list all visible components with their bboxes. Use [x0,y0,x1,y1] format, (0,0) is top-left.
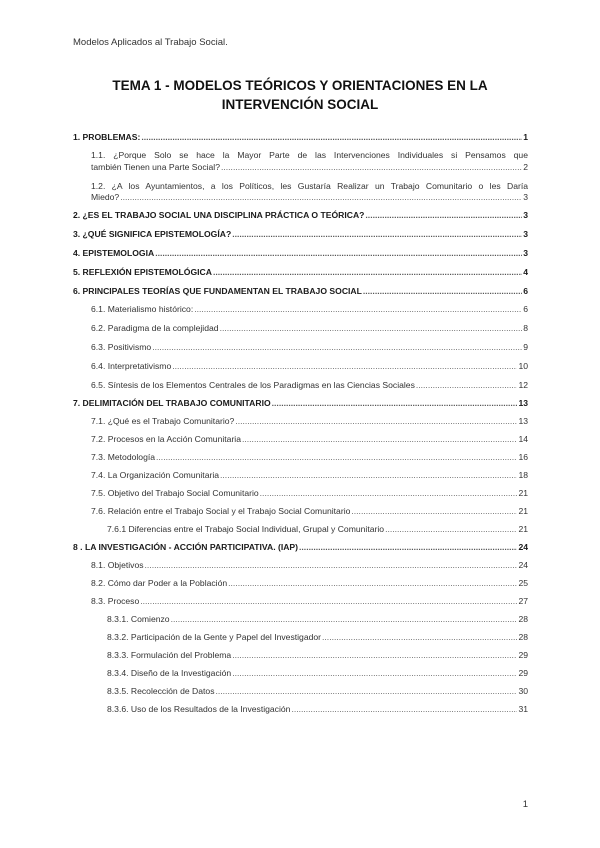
toc-leader [322,632,517,643]
toc-entry[interactable] [73,180,528,204]
chapter-title-line1: TEMA 1 - MODELOS TEÓRICOS Y ORIENTACIONES EN LA [112,78,488,93]
toc-entry-text: 7.1. ¿Qué es el Trabajo Comunitario? [91,416,235,426]
toc-entry-text: 8.3.5. Recolección de Datos [107,686,215,696]
toc-leader [152,342,522,353]
toc-entry-page: 3 [523,229,528,239]
toc-entry[interactable] [73,361,528,372]
toc-entry[interactable] [73,542,528,553]
toc-entry-page: 24 [518,560,528,570]
toc-leader [220,323,523,334]
toc-entry[interactable] [73,452,528,463]
toc-entry[interactable] [73,650,528,661]
toc-entry-text: 6.1. Materialismo histórico: [91,304,194,314]
toc-entry[interactable] [73,342,528,353]
toc-entry[interactable] [73,149,528,173]
toc-entry-text: 3. ¿QUÉ SIGNIFICA EPISTEMOLOGÍA? [73,229,232,239]
toc-leader [385,524,517,535]
toc-entry-page: 6 [523,286,528,296]
toc-entry-page: 8 [523,323,528,333]
toc-entry[interactable] [73,398,528,409]
toc-entry[interactable] [73,524,528,535]
toc-leader [216,686,518,697]
toc-leader [156,452,517,463]
toc-entry[interactable] [73,578,528,589]
toc-entry-page: 27 [518,596,528,606]
toc-entry-page: 30 [518,686,528,696]
toc-entry-page: 1 [523,132,528,142]
toc-entry[interactable] [73,488,528,499]
toc-entry-text: 7.2. Procesos en la Acción Comunitaria [91,434,241,444]
toc-entry-text: 6.4. Interpretativismo [91,361,172,371]
toc-leader [365,210,522,221]
toc-entry-page: 3 [523,248,528,258]
toc-leader [172,361,517,372]
toc-leader [260,488,518,499]
toc-entry-text: 7. DELIMITACIÓN DEL TRABAJO COMUNITARIO [73,398,271,408]
toc-entry-text: 2. ¿ES EL TRABAJO SOCIAL UNA DISCIPLINA PRÁCTICA O TEÓRICA? [73,210,365,220]
toc-entry-text-cont: también Tienen una Parte Social? [91,161,220,172]
toc-entry-page: 21 [518,506,528,516]
toc-entry-page: 6 [523,304,528,314]
toc-leader [299,542,517,553]
toc-leader [232,650,517,661]
toc-entry-page: 28 [518,614,528,624]
toc-entry-page: 25 [518,578,528,588]
toc-entry-text: 6.2. Paradigma de la complejidad [91,323,219,333]
toc-leader [242,434,517,445]
toc-entry-text: 1. PROBLEMAS: [73,132,141,142]
toc-entry[interactable] [73,229,528,240]
toc-entry[interactable] [73,596,528,607]
toc-entry[interactable] [73,704,528,715]
toc-entry-page: 29 [518,668,528,678]
toc-entry-page: 21 [518,524,528,534]
toc-entry-page: 12 [518,380,528,390]
toc-entry-text: 4. EPISTEMOLOGIA [73,248,155,258]
toc-entry-text: 7.4. La Organización Comunitaria [91,470,220,480]
toc-entry[interactable] [73,560,528,571]
toc-entry[interactable] [73,632,528,643]
toc-entry[interactable] [73,668,528,679]
toc-entry-page: 21 [518,488,528,498]
toc-entry-page: 14 [518,434,528,444]
toc-leader [232,229,522,240]
toc-entry-page: 16 [518,452,528,462]
toc-entry[interactable] [73,434,528,445]
toc-leader [120,192,522,203]
toc-leader [228,578,517,589]
toc-entry[interactable] [73,506,528,517]
toc-leader [232,668,517,679]
toc-leader [363,286,522,297]
toc-entry-text: 8 . LA INVESTIGACIÓN - ACCIÓN PARTICIPATIVA. (IAP) [73,542,299,552]
toc-entry-text: 7.6. Relación entre el Trabajo Social y el Trabajo Social Comunitario [91,506,351,516]
toc-entry-text: 8.3.2. Participación de la Gente y Papel del Investigador [107,632,322,642]
toc-leader [272,398,518,409]
toc-entry[interactable] [73,686,528,697]
toc-entry-text: 8.2. Cómo dar Poder a la Población [91,578,228,588]
toc-entry[interactable] [73,470,528,481]
toc-entry-text: 5. REFLEXIÓN EPISTEMOLÓGICA [73,267,212,277]
toc-entry-page: 13 [518,398,528,408]
toc-entry[interactable] [73,248,528,259]
toc-leader [221,162,522,173]
toc-entry-text: 8.3.4. Diseño de la Investigación [107,668,232,678]
toc-entry-page: 18 [518,470,528,480]
toc-entry-text: 6. PRINCIPALES TEORÍAS QUE FUNDAMENTAN EL TRABAJO SOCIAL [73,286,362,296]
toc-entry-page: 29 [518,650,528,660]
toc-entry-page: 3 [523,210,528,220]
toc-entry-page: 24 [518,542,528,552]
toc-leader [220,470,517,481]
chapter-title [80,76,520,114]
toc-leader [155,248,522,259]
toc-entry-text: 8.3.1. Comienzo [107,614,170,624]
toc-entry-page: 28 [518,632,528,642]
toc-entry[interactable] [73,304,528,315]
toc-leader [141,132,522,143]
toc-entry[interactable] [73,323,528,334]
toc-entry-text: 7.6.1 Diferencias entre el Trabajo Social Individual, Grupal y Comunitario [107,524,385,534]
toc-entry-page: 4 [523,267,528,277]
toc-entry[interactable] [73,416,528,427]
toc-entry-page: 2 [523,161,528,172]
toc-entry-text: 8.1. Objetivos [91,560,144,570]
toc-entry-page: 3 [523,192,528,202]
toc-leader [213,267,522,278]
toc-entry-text: 8.3.3. Formulación del Problema [107,650,232,660]
toc-entry-page: 31 [518,704,528,714]
toc-entry[interactable] [73,286,528,297]
toc-leader [235,416,517,427]
toc-leader [194,304,522,315]
toc-leader [351,506,517,517]
toc-leader [171,614,518,625]
toc-leader [416,380,518,391]
toc-leader [291,704,517,715]
toc-entry-text: 1.1. ¿Porque Solo se hace la Mayor Parte de las Intervenciones Individuales si Pensamos que [91,150,528,160]
toc-entry[interactable] [73,132,528,143]
table-of-contents [73,130,528,715]
chapter-title-line2: INTERVENCIÓN SOCIAL [221,97,379,112]
page-number: 1 [522,799,528,810]
toc-entry-text-cont: Miedo? [91,192,120,202]
toc-entry-text: 7.5. Objetivo del Trabajo Social Comunitario [91,488,259,498]
toc-entry-text: 7.3. Metodología [91,452,156,462]
toc-leader [140,596,517,607]
toc-entry[interactable] [73,267,528,278]
toc-leader [145,560,518,571]
toc-entry[interactable] [73,210,528,221]
toc-entry-text: 6.5. Síntesis de los Elementos Centrales de los Paradigmas en las Ciencias Sociales [91,380,415,390]
toc-entry-text: 1.2. ¿A los Ayuntamientos, a los Políticos, les Gustaría Realizar un Trabajo Comunitario o les Daría [91,180,528,191]
toc-entry[interactable] [73,380,528,391]
toc-entry-text: 6.3. Positivismo [91,342,152,352]
running-header: Modelos Aplicados al Trabajo Social. [73,37,228,48]
toc-entry-page: 13 [518,416,528,426]
toc-entry-page: 10 [518,361,528,371]
toc-entry-page: 9 [523,342,528,352]
toc-entry[interactable] [73,614,528,625]
toc-entry-text: 8.3. Proceso [91,596,140,606]
toc-entry-text: 8.3.6. Uso de los Resultados de la Investigación [107,704,291,714]
